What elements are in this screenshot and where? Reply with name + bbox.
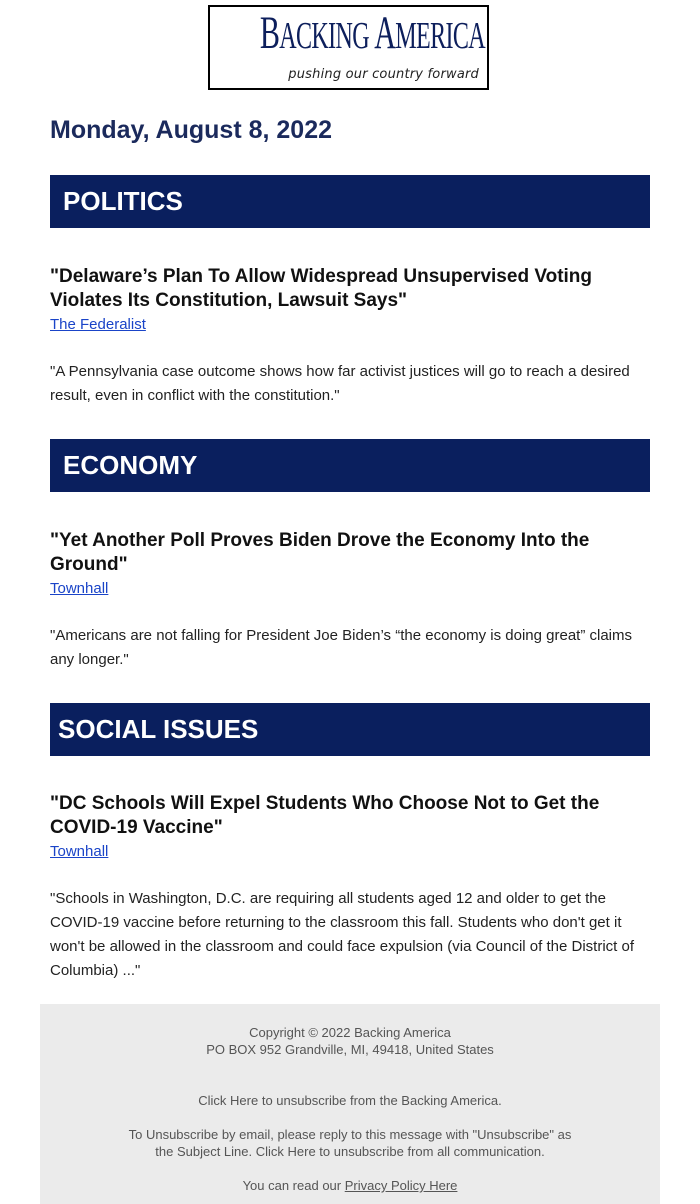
article-summary: "A Pennsylvania case outcome shows how far activist justices will go to reach a desired result, even in conflict with the constitution." <box>50 363 630 404</box>
footer-address: PO BOX 952 Grandville, MI, 49418, United States <box>206 1042 494 1057</box>
privacy-policy-link[interactable]: Privacy Policy Here <box>344 1178 458 1193</box>
article-source-link[interactable]: Townhall <box>50 843 109 860</box>
logo-title: BACKING AMERICA <box>259 7 485 59</box>
footer-copyright: Copyright © 2022 Backing America <box>249 1025 451 1040</box>
logo <box>208 5 489 90</box>
section-header-social-issues: SOCIAL ISSUES <box>50 703 650 756</box>
footer-email-unsubscribe-line2: the Subject Line. Click Here to unsubscribe from all communication. <box>155 1144 545 1159</box>
article-headline: "Yet Another Poll Proves Biden Drove the Economy Into the Ground" <box>50 530 590 575</box>
footer-email-unsubscribe-line1: To Unsubscribe by email, please reply to this message with "Unsubscribe" as <box>128 1127 572 1142</box>
article-summary: "Americans are not falling for President Joe Biden’s “the economy is doing great” claims any longer." <box>50 627 632 668</box>
article-source-link[interactable]: Townhall <box>50 580 109 597</box>
newsletter-date: Monday, August 8, 2022 <box>50 116 333 144</box>
footer <box>40 1004 660 1204</box>
footer-privacy: You can read our Privacy Policy Here <box>242 1178 458 1193</box>
logo-tagline: pushing our country forward <box>288 67 479 82</box>
footer-unsubscribe-link[interactable]: Click Here to unsubscribe from the Backing America. <box>198 1093 502 1108</box>
article-source-link[interactable]: The Federalist <box>50 316 146 333</box>
article-headline: "Delaware’s Plan To Allow Widespread Unsupervised Voting Violates Its Constitution, Lawsuit Says" <box>50 266 593 311</box>
section-header-economy: ECONOMY <box>50 439 650 492</box>
article-summary: "Schools in Washington, D.C. are requiring all students aged 12 and older to get the COVID-19 vaccine before returning to the classroom this fall. Students who don't get it won't be allowed in the classroom and could face expulsion (via Council of the District of Columbia) ..." <box>50 890 634 979</box>
section-header-politics: POLITICS <box>50 175 650 228</box>
article-headline: "DC Schools Will Expel Students Who Choose Not to Get the COVID-19 Vaccine" <box>50 793 600 838</box>
